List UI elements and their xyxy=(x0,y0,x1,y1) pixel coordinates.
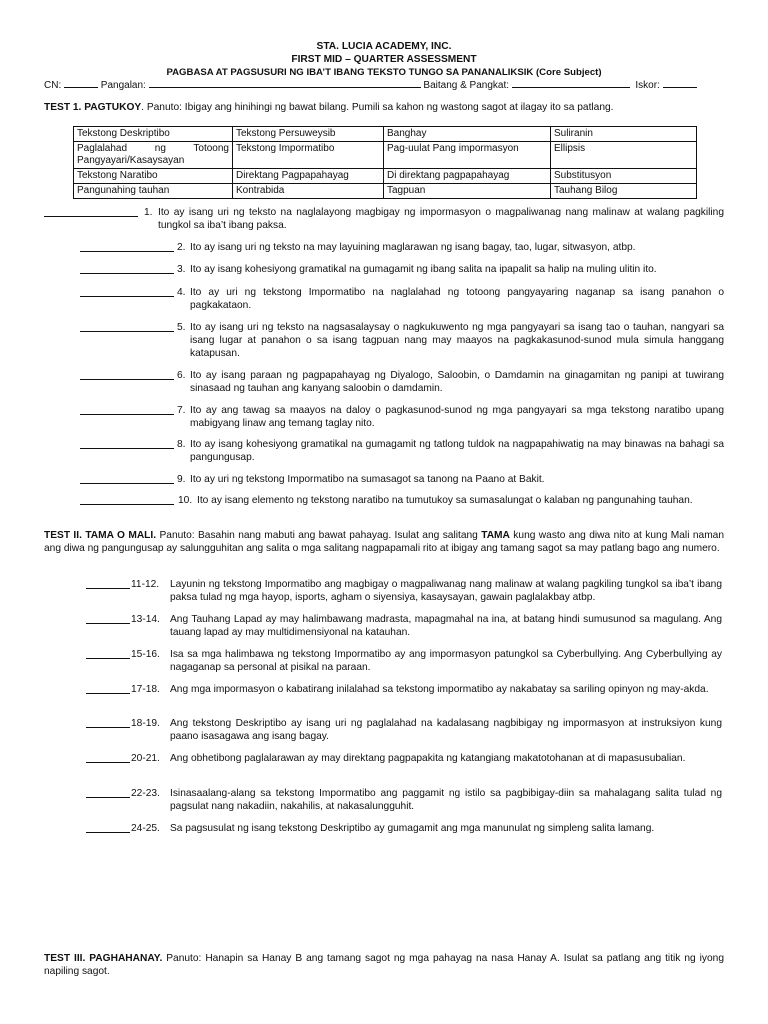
answer-blank[interactable] xyxy=(86,727,130,728)
answer-blank[interactable] xyxy=(80,251,174,252)
table-cell: Kontrabida xyxy=(233,184,384,199)
school-name: STA. LUCIA ACADEMY, INC. xyxy=(316,41,452,52)
table-cell: Pag-uulat Pang impormasyon xyxy=(384,142,551,169)
item-number: 4. xyxy=(177,287,186,298)
item-text: Ito ay uri ng tekstong Impormatibo na sumasagot sa tanong na Paano at Bakit. xyxy=(190,474,545,485)
student-info-line xyxy=(44,78,724,92)
item-number: 3. xyxy=(177,264,186,275)
table-cell: Ellipsis xyxy=(551,142,697,169)
table-row xyxy=(74,184,697,199)
answer-blank[interactable] xyxy=(86,588,130,589)
item-text: Ito ay isang uri ng teksto na nagsasalaysay o nagkukuwento ng mga pangyayari sa isang tao o tauhan, nangyari sa isang lugar at panahon o sa isang tagpuan nang may maayos na pagkakasunod-sunod mula simula hanggang katapusan. xyxy=(190,322,724,359)
item-text: Ang Tauhang Lapad ay may halimbawang madrasta, mapagmahal na ina, at batang hindi sumusunod sa magulang. Ang tauang lapad ay may multidimensiyonal na katauhan. xyxy=(170,614,722,638)
answer-blank[interactable] xyxy=(80,414,174,415)
answer-blank[interactable] xyxy=(80,296,174,297)
test1-title: TEST 1. PAGTUKOY xyxy=(44,102,142,113)
table-cell: Pangunahing tauhan xyxy=(74,184,233,199)
item-number: 20-21. xyxy=(131,753,160,764)
item-number: 1. xyxy=(144,207,153,218)
item-number: 15-16. xyxy=(131,649,160,660)
table-row xyxy=(74,169,697,184)
item-number: 9. xyxy=(177,474,186,485)
table-cell: Di direktang pagpapahayag xyxy=(384,169,551,184)
table-cell: Tagpuan xyxy=(384,184,551,199)
item-text: Isinasaalang-alang sa tekstong Impormatibo ang paggamit ng istilo sa pagbibigay-diin sa mahalagang salita tulad ng pagsulat nang nakadiin, nakahilis, at nakasalungguhit. xyxy=(170,788,722,812)
item-number: 17-18. xyxy=(131,684,160,695)
item-number: 22-23. xyxy=(131,788,160,799)
document-header xyxy=(0,40,768,79)
table-cell: Paglalahad ng Totoong Pangyayari/Kasaysayan xyxy=(74,142,233,169)
item-number: 7. xyxy=(177,405,186,416)
table-cell: Tekstong Persuweysib xyxy=(233,127,384,142)
table-cell: Suliranin xyxy=(551,127,697,142)
item-text: Ito ay isang uri ng teksto na may layuining maglarawan ng isang bagay, tao, lugar, sitwasyon, atbp. xyxy=(190,242,636,253)
item-number: 24-25. xyxy=(131,823,160,834)
answer-blank[interactable] xyxy=(80,331,174,332)
item-number: 5. xyxy=(177,322,186,333)
name-field[interactable] xyxy=(149,78,421,88)
answer-blank[interactable] xyxy=(44,216,138,217)
item-number: 18-19. xyxy=(131,718,160,729)
item-text: Ito ay isang elemento ng tekstong naratibo na tumutukoy sa sumasalungat o kalaban ng pangunahing tauhan. xyxy=(197,495,693,506)
test1-heading xyxy=(44,101,724,114)
item-number: 10. xyxy=(178,495,193,506)
item-number: 6. xyxy=(177,370,186,381)
answer-blank[interactable] xyxy=(80,273,174,274)
test3-title: TEST III. PAGHAHANAY. xyxy=(44,953,163,964)
table-cell: Banghay xyxy=(384,127,551,142)
answer-blank[interactable] xyxy=(86,762,130,763)
item-text: Ito ay ang tawag sa maayos na daloy o pagkasunod-sunod ng mga pangyayari sa mga tekstong naratibo upang mabigyang linaw ang temang taglay nito. xyxy=(190,405,724,429)
answer-blank[interactable] xyxy=(86,797,130,798)
answer-blank[interactable] xyxy=(80,483,174,484)
test2-title: TEST II. TAMA O MALI. xyxy=(44,530,157,541)
table-cell: Tauhang Bilog xyxy=(551,184,697,199)
answer-blank[interactable] xyxy=(80,379,174,380)
test3-instruction: Panuto: Hanapin sa Hanay B ang tamang sagot ng mga pahayag na nasa Hanay A. Isulat sa patlang ang titik ng iyong napiling sagot. xyxy=(44,953,724,977)
answer-blank[interactable] xyxy=(86,832,130,833)
score-label: Iskor: xyxy=(635,80,660,91)
grade-section-label: Baitang & Pangkat: xyxy=(423,80,510,91)
name-label: Pangalan: xyxy=(100,80,146,91)
test2-instruction-b: kung wasto ang diwa nito at kung Mali naman ang diwa ng pangungusap ay salungguhitan ang salita o mga salitang nagpapamali rito at ibigay ang tamang sagot sa may patlang bago ang numero. xyxy=(44,530,725,554)
item-text: Ito ay isang kohesiyong gramatikal na gumagamit ng tatlong tuldok na nagpapahiwatig na may binawas na bahagi sa pangungusap. xyxy=(190,439,724,463)
item-text: Ang mga impormasyon o kabatirang inilalahad sa tekstong impormatibo ay nakabatay sa sariling opinyon ng may-akda. xyxy=(170,684,709,695)
item-text: Ang tekstong Deskriptibo ay isang uri ng paglalahad na kadalasang nagbibigay ng impormasyon at instruksiyon kung paano isasagawa ang isang bagay. xyxy=(170,718,722,742)
test2-heading xyxy=(44,529,724,555)
choices-table xyxy=(73,126,697,199)
item-text: Ito ay isang uri ng teksto na naglalayong magbigay ng impormasyon o magpaliwanag nang malinaw at walang pagkiling tungkol sa iba’t ibang paksa. xyxy=(158,207,724,231)
test2-instruction-bold: TAMA xyxy=(481,530,510,541)
answer-blank[interactable] xyxy=(86,693,130,694)
test1-instruction: . Panuto: Ibigay ang hinihingi ng bawat bilang. Pumili sa kahon ng wastong sagot at ilagay ito sa patlang. xyxy=(141,102,614,113)
table-cell: Tekstong Impormatibo xyxy=(233,142,384,169)
table-cell: Substitusyon xyxy=(551,169,697,184)
cn-label: CN: xyxy=(44,80,62,91)
assessment-title: FIRST MID – QUARTER ASSESSMENT xyxy=(291,54,477,65)
cn-field[interactable] xyxy=(64,78,98,88)
item-number: 2. xyxy=(177,242,186,253)
answer-blank[interactable] xyxy=(80,448,174,449)
item-number: 11-12. xyxy=(131,579,160,590)
item-text: Ito ay uri ng tekstong Impormatibo na naglalahad ng totoong pangyayaring naganap sa isang panahon o pagkakataon. xyxy=(190,287,724,311)
item-number: 13-14. xyxy=(131,614,160,625)
table-cell: Tekstong Naratibo xyxy=(74,169,233,184)
table-row xyxy=(74,127,697,142)
score-field[interactable] xyxy=(663,78,697,88)
item-text: Ito ay isang kohesiyong gramatikal na gumagamit ng ibang salita na ipapalit sa halip na muling ulitin ito. xyxy=(190,264,657,275)
table-row xyxy=(74,142,697,169)
item-text: Isa sa mga halimbawa ng tekstong Impormatibo ay ang impormasyon patungkol sa Cyberbullying. Ang Cyberbullying ay nagaganap sa personal at pisikal na paraan. xyxy=(170,649,722,673)
test3-heading xyxy=(44,952,724,978)
item-text: Ito ay isang paraan ng pagpapahayag ng Diyalogo, Saloobin, o Damdamin na ginagamitan ng panipi at tuwirang sinasaad ng tauhan ang kanyang saloobin o damdamin. xyxy=(190,370,724,394)
item-text: Layunin ng tekstong Impormatibo ang magbigay o magpaliwanag nang malinaw at walang pagkiling tungkol sa iba’t ibang paksa tulad ng mga hayop, isports, agham o siyensiya, kasaysayan, gawain paglalakbay atbp. xyxy=(170,579,722,603)
item-number: 8. xyxy=(177,439,186,450)
item-text: Sa pagsusulat ng isang tekstong Deskriptibo ay gumagamit ang mga manunulat ng simpleng salita lamang. xyxy=(170,823,655,834)
table-cell: Tekstong Deskriptibo xyxy=(74,127,233,142)
test2-instruction-a: Panuto: Basahin nang mabuti ang bawat pahayag. Isulat ang salitang xyxy=(156,530,482,541)
answer-blank[interactable] xyxy=(80,504,174,505)
answer-blank[interactable] xyxy=(86,658,130,659)
subject-title: PAGBASA AT PAGSUSURI NG IBA’T IBANG TEKSTO TUNGO SA PANANALIKSIK (Core Subject) xyxy=(166,67,602,78)
grade-section-field[interactable] xyxy=(512,78,630,88)
table-cell: Direktang Pagpapahayag xyxy=(233,169,384,184)
item-text: Ang obhetibong paglalarawan ay may direktang pagpapakita ng katangiang makatotohanan at di mapasusubalian. xyxy=(170,753,686,764)
answer-blank[interactable] xyxy=(86,623,130,624)
